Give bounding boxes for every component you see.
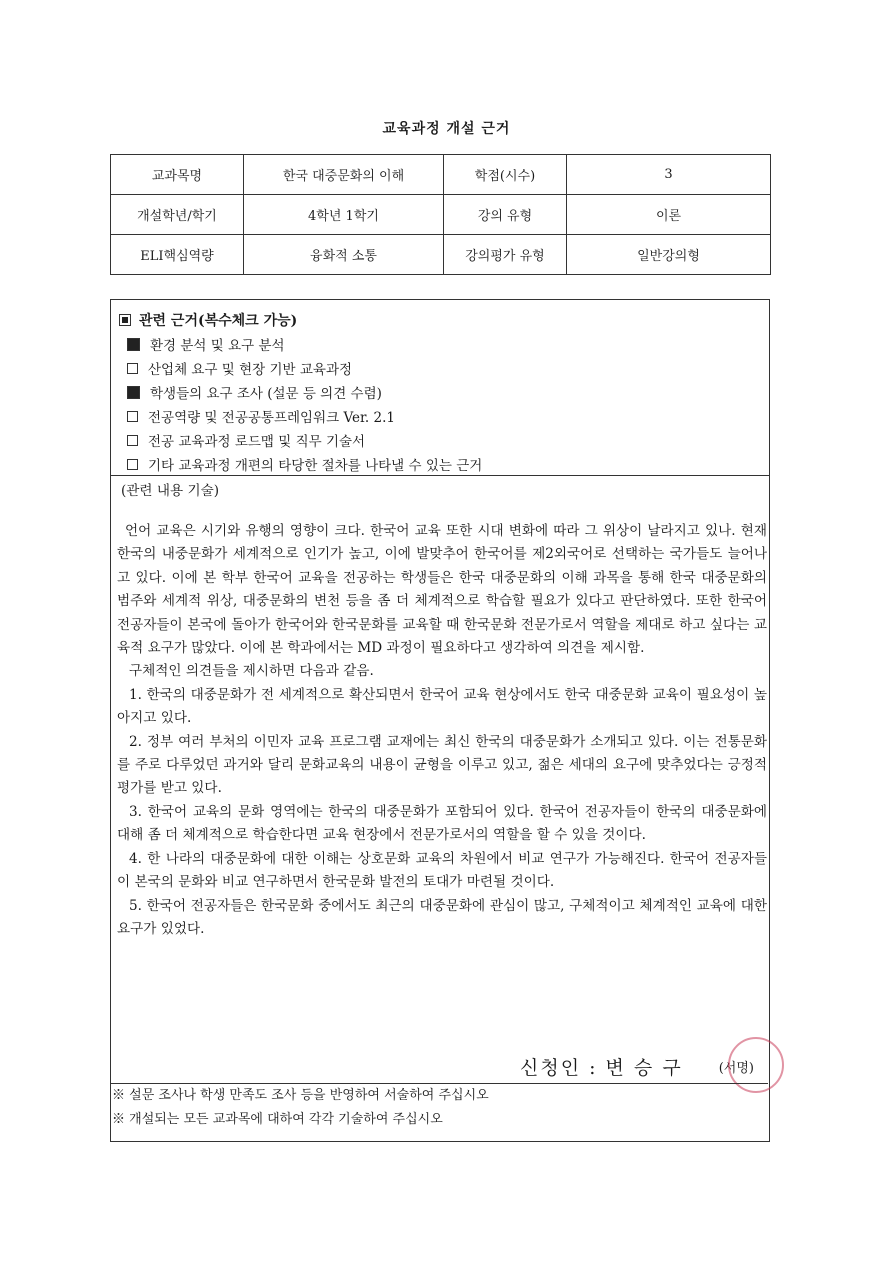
checkbox-checked[interactable] [127,386,140,399]
basis-item-label: 학생들의 요구 조사 (설문 등 의견 수렴) [150,386,382,402]
basis-heading-label: 관련 근거(복수체크 가능) [139,313,298,329]
opinion-item: 1. 한국의 대중문화가 전 세계적으로 확산되면서 한국어 교육 현상에서도 한국 대중문화 교육이 필요성이 높아지고 있다. [117,686,767,727]
opinion-item: 5. 한국어 전공자들은 한국문화 중에서도 최근의 대중문화에 관심이 많고, 구체적이고 체계적인 교육에 대한 요구가 있었다. [117,897,767,937]
description-body [117,520,767,941]
checkbox-unchecked[interactable] [127,459,138,470]
basis-item [119,452,769,476]
signature-label: (서명) [718,1061,754,1076]
note-line: ※ 개설되는 모든 교과목에 대하여 각각 기술하여 주십시오 [112,1112,443,1127]
heading-checkbox-icon [119,314,131,326]
lecture-type-value: 이론 [567,195,771,235]
course-name-label: 교과목명 [111,155,244,195]
basis-item [119,404,769,428]
checkbox-unchecked[interactable] [127,411,138,422]
basis-heading [119,308,769,332]
opinion-item: 4. 한 나라의 대중문화에 대한 이해는 상호문화 교육의 차원에서 비교 연구가 가능해진다. 한국어 전공자들이 본국의 문화와 비교 연구하면서 한국문화 발전의 토대가 마련될 것이다. [117,850,767,891]
page-title: 교육과정 개설 근거 [382,121,511,137]
basis-item-label: 기타 교육과정 개편의 타당한 절차를 나타낼 수 있는 근거 [148,458,483,474]
evaluation-type-value: 일반강의형 [567,235,771,275]
applicant-line [520,1053,754,1080]
checkbox-unchecked[interactable] [127,363,138,374]
core-competency-value: 융화적 소통 [244,235,444,275]
evaluation-type-label: 강의평가 유형 [444,235,567,275]
course-name-value: 한국 대중문화의 이해 [244,155,444,195]
basis-checklist [111,300,769,476]
checkbox-checked[interactable] [127,338,140,351]
notes-section [110,1083,768,1140]
description-heading: (관련 내용 기술) [121,483,220,499]
applicant-name: 신청인 : 변 승 구 [520,1057,683,1079]
grade-semester-value: 4학년 1학기 [244,195,444,235]
description-paragraph: 언어 교육은 시기와 유행의 영향이 크다. 한국어 교육 또한 시대 변화에 따라 그 위상이 날라지고 있나. 현재 한국의 내중문화가 세계적으로 인기가 높고, 이에 발맞추어 한국어를 제2외국어로 선택하는 국가들도 늘어나고 있다. 이에 본 학부 한국어 교육을 전공하는 학생들은 한국 대중문화의 이해 과목을 통해 한국 대중문화의 범주와 세계적 위상, 대중문화의 변천 등을 좀 더 체계적으로 학습할 필요가 있다고 판단하였다. 또한 한국어 전공자들이 본국에 돌아가 한국어와 한국문화를 교육할 때 한국문화 전문가로서 역할을 제대로 하고 싶다는 교육적 요구가 많았다. 이에 본 학과에서는 MD 과정이 필요하다고 생각하여 의견을 제시함. [117,523,767,657]
description-paragraph: 구체적인 의견들을 제시하면 다음과 같음. [129,663,374,680]
basis-item-label: 전공 교육과정 로드맵 및 직무 기술서 [148,434,366,450]
basis-item-label: 산업체 요구 및 현장 기반 교육과정 [148,362,353,378]
core-competency-label: ELI핵심역량 [111,235,244,275]
opinion-item: 2. 정부 여러 부처의 이민자 교육 프로그램 교재에는 최신 한국의 대중문화가 소개되고 있다. 이는 전통문화를 주로 다루었던 과거와 달리 문화교육의 내용이 균형을 이루고 있고, 젊은 세대의 요구에 맞추었다는 긍정적 평가를 받고 있다. [117,733,767,797]
table-row [111,235,771,275]
basis-item [119,428,769,452]
basis-item [119,380,769,404]
note-line: ※ 설문 조사나 학생 만족도 조사 등을 반영하여 서술하여 주십시오 [112,1088,489,1103]
credits-label: 학점(시수) [444,155,567,195]
course-info-table [110,154,771,275]
credits-value: 3 [567,155,771,195]
basis-item-label: 환경 분석 및 요구 분석 [150,338,285,354]
basis-item [119,332,769,356]
lecture-type-label: 강의 유형 [444,195,567,235]
table-row [111,195,771,235]
basis-item-label: 전공역량 및 전공공통프레임워크 Ver. 2.1 [148,410,395,426]
opinion-item: 3. 한국어 교육의 문화 영역에는 한국의 대중문화가 포함되어 있다. 한국어 전공자들이 한국의 대중문화에 대해 좀 더 체계적으로 학습한다면 교육 현장에서 전문가로서의 역할을 할 수 있을 것이다. [117,803,767,844]
basis-item [119,356,769,380]
basis-box [110,299,770,1142]
description-section [117,480,767,941]
table-row [111,155,771,195]
checkbox-unchecked[interactable] [127,435,138,446]
grade-semester-label: 개설학년/학기 [111,195,244,235]
